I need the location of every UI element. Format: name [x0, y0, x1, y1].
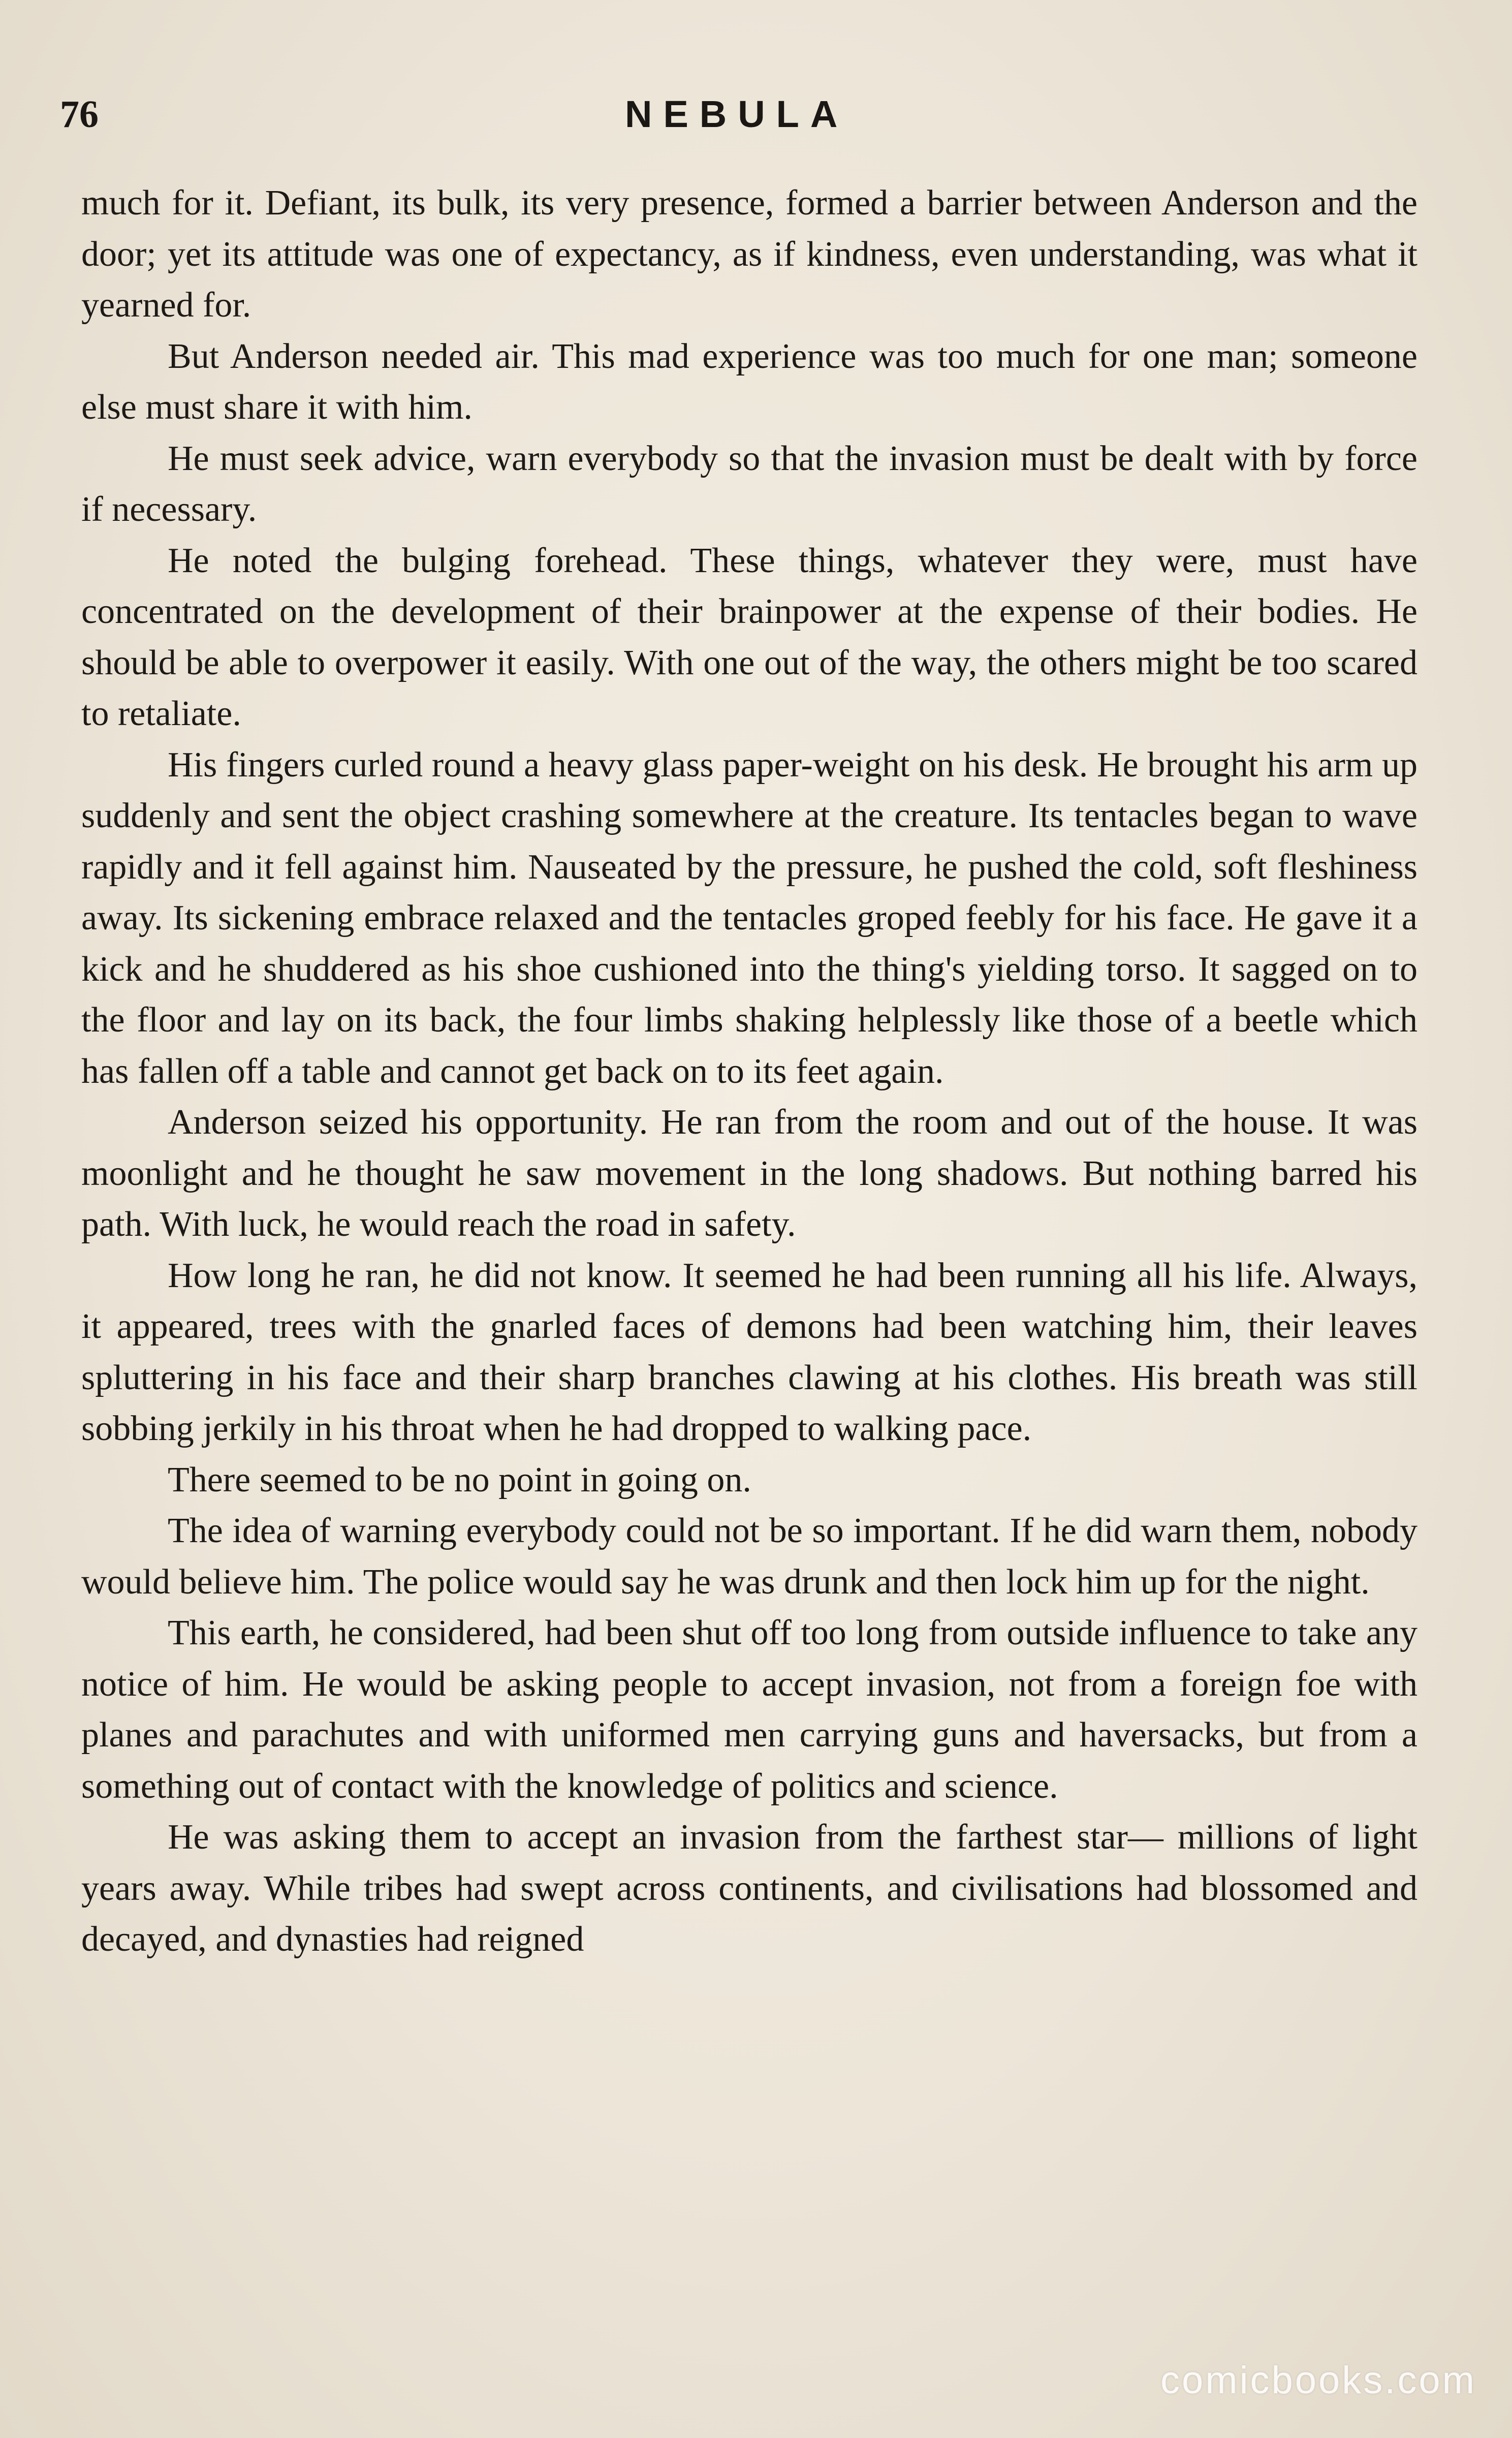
paragraph: He was asking them to accept an invasion from the farthest star— millions of light years away. While tribes had swept across continents, and civilisations had blossomed and decayed, and dynasties had reigned	[81, 1818, 1418, 1959]
paragraph: But Anderson needed air. This mad experience was too much for one man; someone else must share it with him.	[81, 336, 1418, 427]
page-header	[0, 86, 1512, 142]
running-title: NEBULA	[625, 93, 849, 135]
paragraph: There seemed to be no point in going on.	[168, 1460, 751, 1499]
paragraph: He must seek advice, warn everybody so that the invasion must be dealt with by force if necessary.	[81, 439, 1418, 529]
paragraph: Anderson seized his opportunity. He ran from the room and out of the house. It was moonlight and he thought he saw movement in the long shadows. But nothing barred his path. With luck, he would reach the road in safety.	[81, 1103, 1418, 1244]
paragraph: He noted the bulging forehead. These things, whatever they were, must have concentrated on the development of their brainpower at the expense of their bodies. He should be able to overpower it easily. With one out of the way, the others might be too scared to retaliate.	[81, 541, 1418, 733]
watermark: comicbooks.com	[1160, 2359, 1476, 2402]
paragraph: How long he ran, he did not know. It seemed he had been running all his life. Always, it appeared, trees with the gnarled faces of demons had been watching him, their leaves spluttering in his face and their sharp branches clawing at his clothes. His breath was still sobbing jerkily in his throat when he had dropped to walking pace.	[81, 1256, 1418, 1448]
paragraph: His fingers curled round a heavy glass paper-weight on his desk. He brought his arm up suddenly and sent the object crashing somewhere at the creature. Its tentacles began to wave rapidly and it fell against him. Nauseated by the pressure, he pushed the cold, soft fleshiness away. Its sickening embrace relaxed and the tentacles groped feebly for his face. He gave it a kick and he shuddered as his shoe cushioned into the thing's yielding torso. It sagged on to the floor and lay on its back, the four limbs shaking helplessly like those of a beetle which has fallen off a table and cannot get back on to its feet again.	[81, 745, 1418, 1091]
paragraph: This earth, he considered, had been shut off too long from outside influence to take any notice of him. He would be asking people to accept invasion, not from a foreign foe with planes and parachutes and with uniformed men carrying guns and haversacks, but from a something out of contact with the knowledge of politics and science.	[81, 1613, 1418, 1806]
paragraph: much for it. Defiant, its bulk, its very presence, formed a barrier between Anderson and the door; yet its attitude was one of expectancy, as if kindness, even understanding, was what it yearned for.	[81, 183, 1418, 325]
paragraph: The idea of warning everybody could not be so important. If he did warn them, nobody would believe him. The police would say he was drunk and then lock him up for the night.	[81, 1511, 1418, 1602]
story-text	[81, 178, 1418, 1965]
page-number: 76	[60, 93, 99, 136]
